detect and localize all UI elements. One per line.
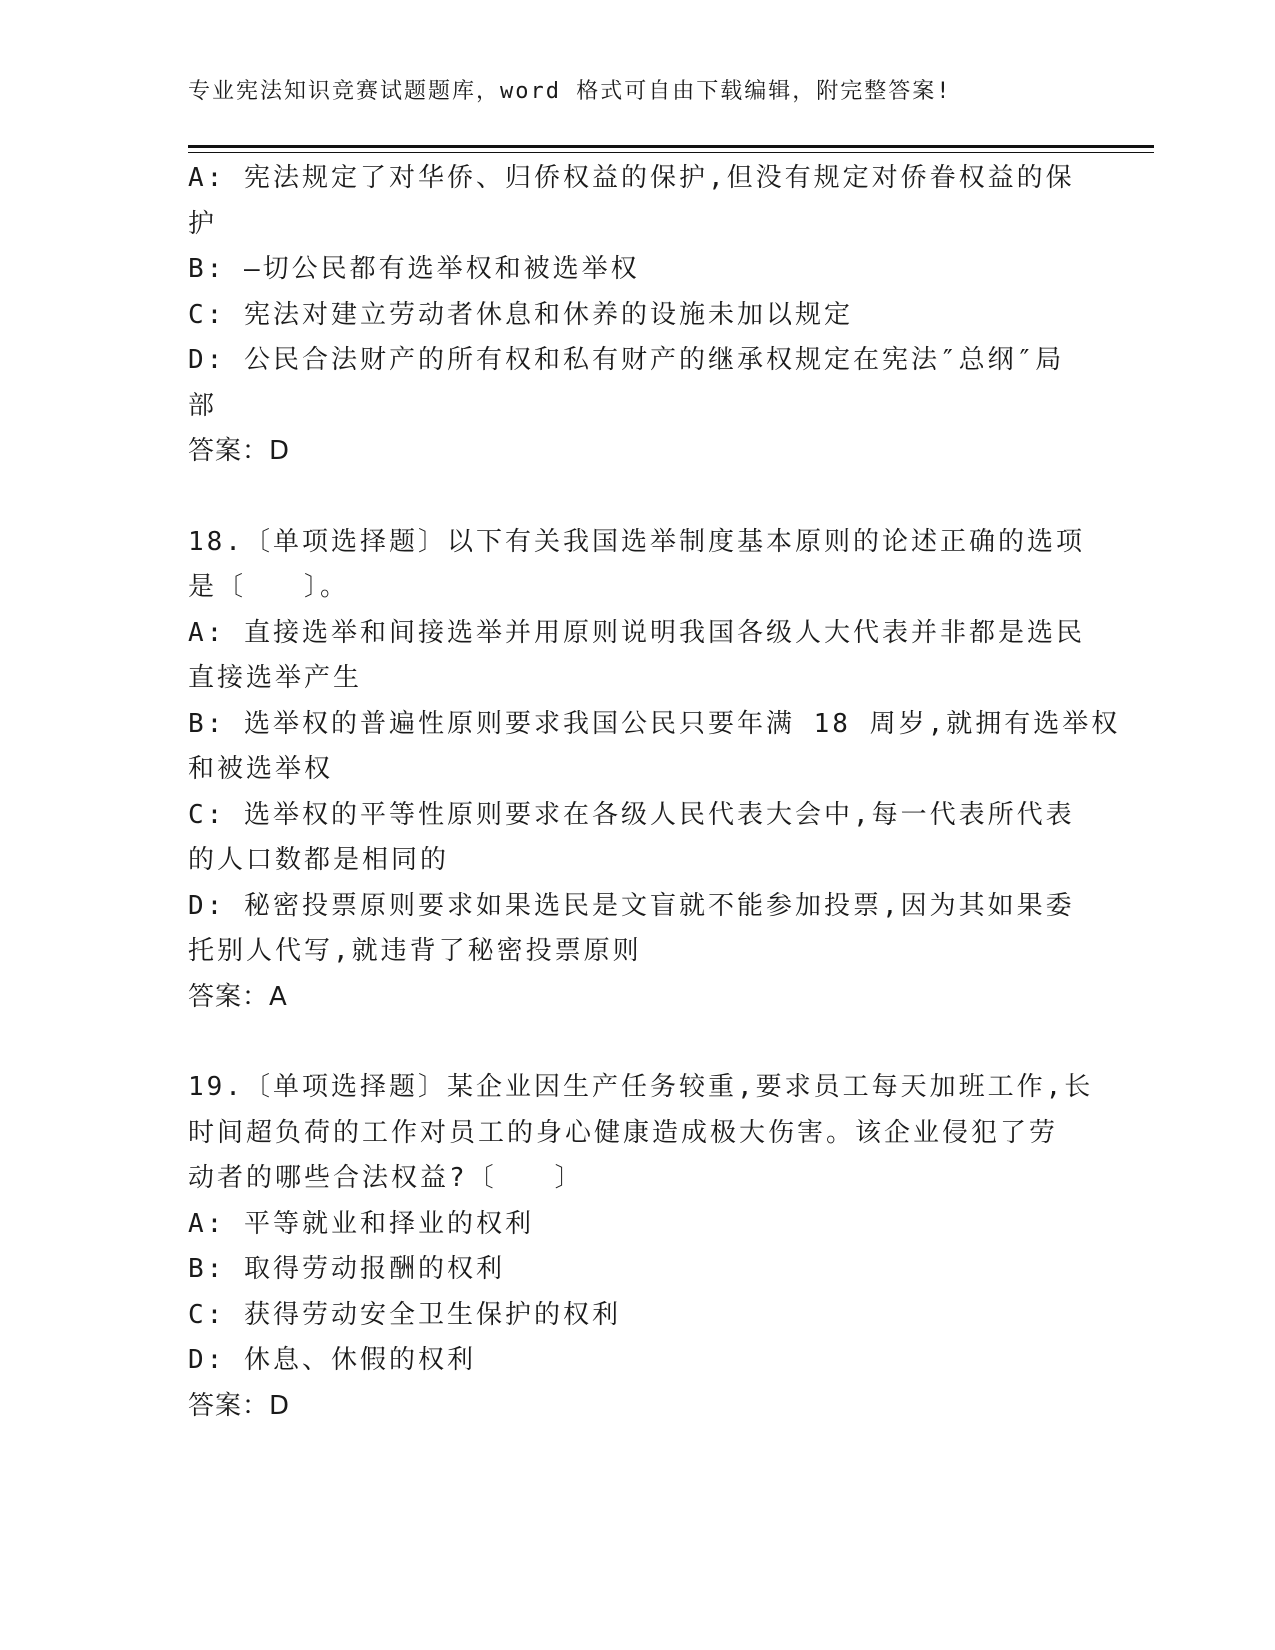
q17-option-a <box>188 156 1088 247</box>
q17-option-c <box>188 293 1088 339</box>
q18-answer: 答案：A <box>188 981 288 1012</box>
option-line: A: 平等就业和择业的权利 <box>188 1208 534 1239</box>
option-line: D: 秘密投票原则要求如果选民是文盲就不能参加投票,因为其如果委 <box>188 890 1075 921</box>
option-line: B: —切公民都有选举权和被选举权 <box>188 254 640 284</box>
stem-line: 时间超负荷的工作对员工的身心健康造成极大伤害。该企业侵犯了劳 <box>188 1117 1059 1148</box>
spacer <box>188 475 1088 520</box>
option-line: 的人口数都是相同的 <box>188 845 450 875</box>
q19-answer: 答案：D <box>188 1390 291 1421</box>
stem-line: 是〔 〕。 <box>188 572 350 602</box>
header-rule-thin <box>188 152 1154 153</box>
option-line: C: 选举权的平等性原则要求在各级人民代表大会中,每一代表所代表 <box>188 799 1075 830</box>
q19-option-a <box>188 1202 1088 1248</box>
option-line: A: 宪法规定了对华侨、归侨权益的保护,但没有规定对侨眷权益的保 <box>188 163 1075 193</box>
option-line: C: 宪法对建立劳动者休息和休养的设施未加以规定 <box>188 299 853 330</box>
option-line: 托别人代写,就违背了秘密投票原则 <box>188 936 642 966</box>
stem-line: 动者的哪些合法权益?〔 〕 <box>188 1163 584 1193</box>
q19-option-b <box>188 1247 1088 1293</box>
document-body <box>188 156 1121 1429</box>
stem-line: 19.〔单项选择题〕某企业因生产任务较重,要求员工每天加班工作,长 <box>188 1072 1094 1102</box>
q19-stem <box>188 1065 1094 1202</box>
question-18 <box>188 520 1121 1021</box>
page-header: 专业宪法知识竞赛试题题库，word 格式可自由下载编辑，附完整答案! <box>188 79 952 104</box>
q18-option-b <box>188 702 1121 793</box>
option-line: A: 直接选举和间接选举并用原则说明我国各级人大代表并非都是选民 <box>188 617 1085 648</box>
question-19 <box>188 1065 1094 1429</box>
stem-line: 18.〔单项选择题〕以下有关我国选举制度基本原则的论述正确的选项 <box>188 526 1085 557</box>
header-rule-thick <box>188 145 1154 148</box>
q18-option-d <box>188 884 1088 975</box>
q18-option-c <box>188 793 1088 884</box>
option-line: D: 休息、休假的权利 <box>188 1345 476 1375</box>
option-line: 和被选举权 <box>188 754 334 784</box>
q18-option-a <box>188 611 1088 702</box>
q17-option-b <box>188 247 1088 293</box>
q19-option-d <box>188 1338 1088 1384</box>
option-line: B: 选举权的普遍性原则要求我国公民只要年满 18 周岁,就拥有选举权 <box>188 708 1121 739</box>
option-line: C: 获得劳动安全卫生保护的权利 <box>188 1299 621 1330</box>
option-line: 直接选举产生 <box>188 663 363 693</box>
option-line: D: 公民合法财产的所有权和私有财产的继承权规定在宪法″总纲″局 <box>188 345 1065 375</box>
option-line: 部 <box>188 390 218 421</box>
spacer <box>188 1020 1088 1065</box>
q17-option-d <box>188 338 1088 429</box>
q17-answer: 答案：D <box>188 436 291 466</box>
q19-option-c <box>188 1293 1088 1339</box>
option-line: B: 取得劳动报酬的权利 <box>188 1254 505 1284</box>
question-17 <box>188 156 1088 475</box>
option-line: 护 <box>188 208 218 239</box>
q18-stem <box>188 520 1088 611</box>
